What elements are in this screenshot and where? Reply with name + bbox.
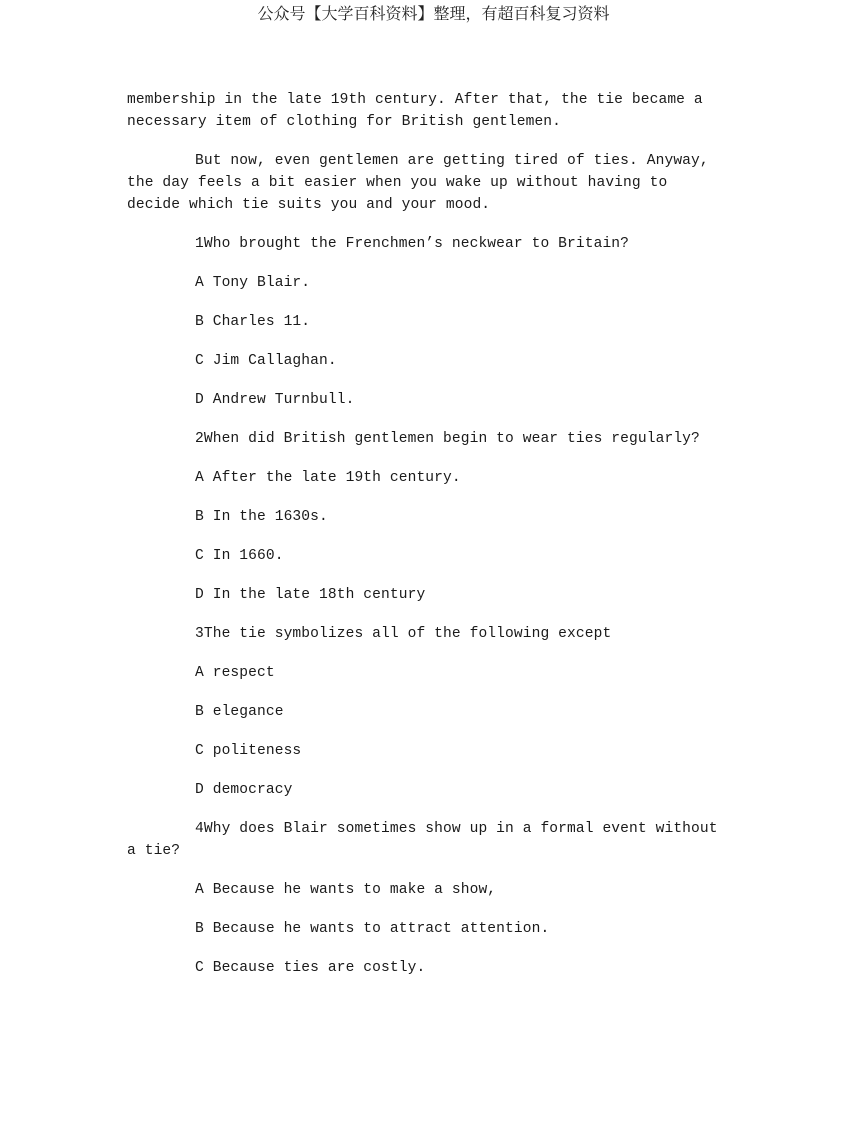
question-3-option-a: A respect bbox=[195, 665, 275, 681]
question-2-option-d: D In the late 18th century bbox=[195, 587, 426, 603]
question-1-option-d: D Andrew Turnbull. bbox=[195, 392, 355, 408]
question-1-option-b: B Charles 11. bbox=[195, 314, 311, 330]
question-3-option-b: B elegance bbox=[195, 704, 284, 720]
question-4-option-b: B Because he wants to attract attention. bbox=[195, 921, 550, 937]
page-header: 公众号【大学百科资料】整理，有超百科复习资料 bbox=[257, 4, 610, 23]
question-3-option-c: C politeness bbox=[195, 743, 302, 759]
question-2-option-a: A After the late 19th century. bbox=[195, 470, 461, 486]
question-1-stem: 1Who brought the Frenchmen’s neckwear to Britain? bbox=[195, 236, 630, 252]
passage-paragraph-1: membership in the late 19th century. After that, the tie became a necessary item of clothing for British gentlemen. bbox=[127, 92, 703, 130]
question-2-option-b: B In the 1630s. bbox=[195, 509, 328, 525]
question-1-option-c: C Jim Callaghan. bbox=[195, 353, 337, 369]
question-2-stem: 2When did British gentlemen begin to wear ties regularly? bbox=[195, 431, 700, 447]
question-4-option-c: C Because ties are costly. bbox=[195, 960, 426, 976]
question-3-stem: 3The tie symbolizes all of the following except bbox=[195, 626, 612, 642]
question-4-stem: 4Why does Blair sometimes show up in a formal event without a tie? bbox=[127, 821, 718, 859]
question-4-option-a: A Because he wants to make a show, bbox=[195, 882, 497, 898]
question-2-option-c: C In 1660. bbox=[195, 548, 284, 564]
passage-paragraph-2: But now, even gentlemen are getting tired of ties. Anyway, the day feels a bit easier when you wake up without having to decide which tie suits you and your mood. bbox=[127, 153, 709, 213]
question-1-option-a: A Tony Blair. bbox=[195, 275, 311, 291]
question-3-option-d: D democracy bbox=[195, 782, 293, 798]
document-body bbox=[127, 89, 727, 996]
